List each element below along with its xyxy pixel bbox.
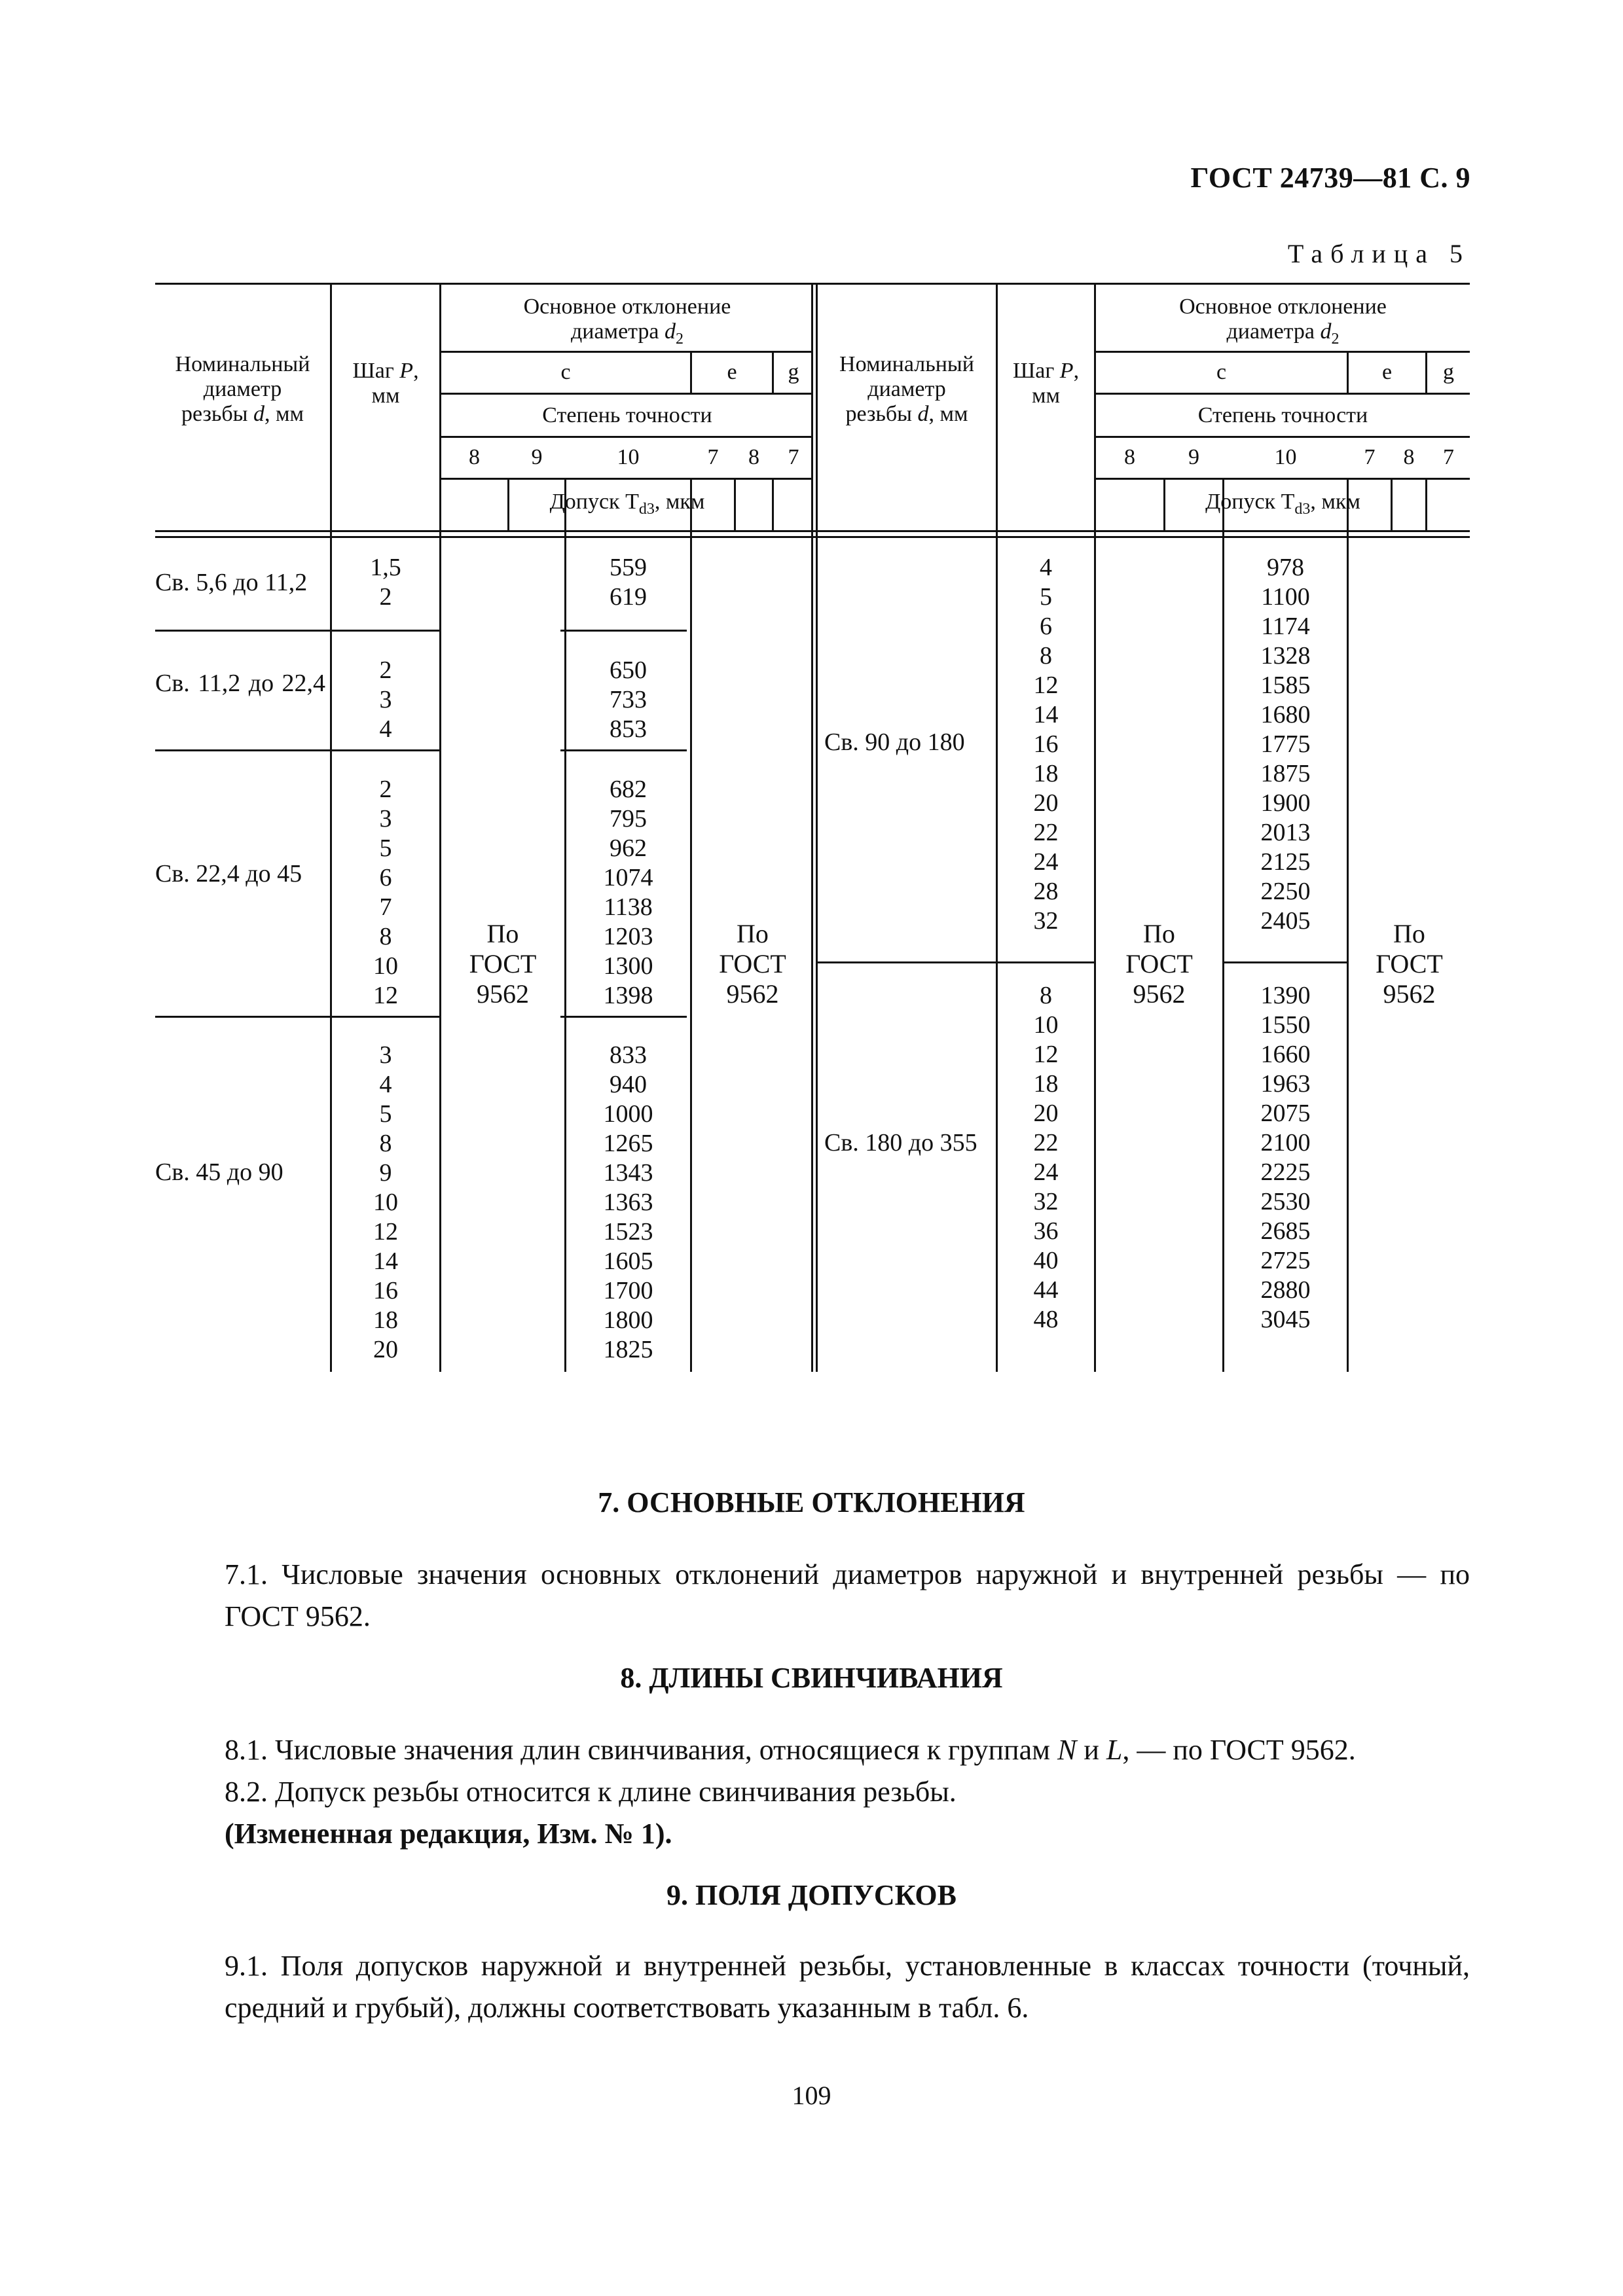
pitch-cell: 36 — [1033, 1217, 1059, 1245]
row-separator — [560, 630, 687, 632]
note-line: 9562 — [1383, 979, 1436, 1009]
tolerance-cell: 2100 — [1260, 1129, 1311, 1157]
pitch-cell: 10 — [373, 1189, 398, 1216]
grade-9: 9 — [531, 445, 543, 469]
grade-7: 7 — [707, 445, 719, 469]
tolerance-cell: 1390 — [1260, 982, 1311, 1009]
tolerance-cell: 619 — [610, 583, 647, 611]
tolerance-cell: 2685 — [1260, 1217, 1311, 1245]
tolerance-cell: 1265 — [603, 1130, 653, 1157]
text-run: и — [1076, 1734, 1106, 1766]
row-separator — [560, 749, 687, 751]
grade-8: 8 — [1124, 445, 1135, 469]
pitch-cell: 18 — [1033, 1070, 1059, 1098]
grade-7: 7 — [1364, 445, 1376, 469]
po-gost-note — [1096, 919, 1222, 1009]
tolerance-column — [566, 656, 690, 744]
pitch-cell: 3 — [379, 1041, 392, 1069]
tolerance-cell: 2075 — [1260, 1100, 1311, 1127]
tolerance-cell: 2530 — [1260, 1188, 1311, 1215]
note-line: ГОСТ — [719, 949, 786, 978]
section-8-paragraphs — [155, 1729, 1470, 1855]
tolerance-cell: 1900 — [1260, 789, 1311, 817]
tolerance-cell: 978 — [1267, 554, 1304, 581]
grade-label: Степень точности — [1197, 403, 1368, 427]
paragraph-text: 7.1. Числовые значения основных отклонений диаметров наружной и внутренней резьбы — по ГОСТ 9562. — [225, 1558, 1470, 1632]
pitch-cell: 8 — [1040, 982, 1052, 1009]
header-line: мм — [371, 384, 400, 408]
header-line: Шаг P, — [352, 359, 419, 383]
tolerance-column — [1224, 981, 1347, 1335]
tolerance-cell: 1138 — [604, 893, 653, 921]
row-separator — [155, 749, 441, 751]
tolerance-cell: 1328 — [1260, 642, 1311, 670]
table-header-line — [441, 436, 813, 438]
grade-9: 9 — [1188, 445, 1199, 469]
tolerance-cell: 1875 — [1260, 760, 1311, 787]
pitch-cell: 16 — [373, 1277, 398, 1304]
range-label: Св. 22,4 до 45 — [155, 860, 302, 888]
pitch-cell: 28 — [1033, 878, 1059, 905]
pitch-cell: 22 — [1033, 819, 1059, 846]
deviation-header — [441, 295, 813, 351]
pitch-cell: 24 — [1033, 1158, 1059, 1186]
center-double-line — [816, 283, 818, 1372]
paragraph-text — [155, 1729, 1470, 1771]
note-line: ГОСТ — [1125, 949, 1193, 978]
letter-e: e — [1381, 360, 1393, 384]
grade-8: 8 — [1403, 445, 1415, 469]
tolerance-cell: 962 — [610, 834, 647, 862]
note-line: 9562 — [1133, 979, 1186, 1009]
pitch-cell: 10 — [373, 952, 398, 980]
po-gost-note — [692, 919, 813, 1009]
pitch-cell: 4 — [379, 715, 392, 743]
pitch-column — [332, 1041, 439, 1365]
pitch-cell: 12 — [373, 1218, 398, 1246]
table-5 — [155, 283, 1470, 1372]
grade-10: 10 — [617, 445, 640, 469]
tolerance-cell: 1300 — [603, 952, 653, 980]
letter-c: c — [1216, 360, 1227, 384]
deviation-header — [1096, 295, 1470, 351]
page-number: 109 — [792, 2081, 831, 2110]
tolerance-cell: 853 — [610, 715, 647, 743]
tolerance-cell: 1000 — [603, 1100, 653, 1128]
grade-8: 8 — [469, 445, 480, 469]
tolerance-column — [566, 553, 690, 612]
tolerance-cell: 2725 — [1260, 1247, 1311, 1274]
tolerance-cell: 833 — [610, 1041, 647, 1069]
pitch-cell: 10 — [1033, 1011, 1059, 1039]
table-header-line — [441, 393, 813, 395]
paragraph-text: 8.2. Допуск резьбы относится к длине свинчивания резьбы. — [225, 1776, 957, 1808]
tolerance-cell: 1775 — [1260, 730, 1311, 758]
section-9-paragraph — [155, 1945, 1470, 2029]
table-caption: Таблица 5 — [1287, 239, 1470, 268]
pitch-cell: 12 — [1033, 672, 1059, 699]
pitch-cell: 9 — [379, 1159, 392, 1187]
tolerance-cell: 1550 — [1260, 1011, 1311, 1039]
grade-label: Степень точности — [542, 403, 712, 427]
pitch-cell: 14 — [1033, 701, 1059, 728]
po-gost-note — [441, 919, 564, 1009]
note-line: 9562 — [726, 979, 779, 1009]
tolerance-cell: 940 — [610, 1071, 647, 1098]
pitch-cell: 40 — [1033, 1247, 1059, 1274]
tolerance-cell: 2225 — [1260, 1158, 1311, 1186]
row-separator — [816, 961, 1096, 963]
pitch-cell: 44 — [1033, 1276, 1059, 1304]
tolerance-cell: 1100 — [1261, 583, 1310, 611]
tolerance-cell: 650 — [610, 656, 647, 684]
range-label: Св. 90 до 180 — [824, 728, 965, 756]
grade-7: 7 — [788, 445, 799, 469]
pitch-cell: 12 — [373, 982, 398, 1009]
pitch-cell: 20 — [373, 1336, 398, 1363]
header-line: диаметра $d_2$ — [570, 319, 684, 348]
table-header-line — [1096, 436, 1470, 438]
pitch-cell: 32 — [1033, 907, 1059, 935]
note-line: ГОСТ — [1376, 949, 1443, 978]
note-line: По — [486, 919, 519, 948]
note-line: По — [1143, 919, 1175, 948]
tolerance-cell: 1174 — [1261, 613, 1310, 640]
pitch-cell: 16 — [1033, 730, 1059, 758]
tolerance-cell: 1825 — [603, 1336, 653, 1363]
pitch-column — [332, 656, 439, 744]
table-header-line — [1096, 393, 1470, 395]
header-line: Основное отклонение — [523, 295, 731, 319]
group-l: L — [1106, 1734, 1123, 1766]
paragraph-text: 9.1. Поля допусков наружной и внутренней резьбы, установленные в классах точности (точный, средний и грубый), должны соответствовать указанным в табл. 6. — [225, 1950, 1470, 2024]
header-line: диаметр — [203, 377, 282, 401]
tolerance-cell: 3045 — [1260, 1306, 1311, 1333]
pitch-cell: 22 — [1033, 1129, 1059, 1157]
pitch-cell: 20 — [1033, 789, 1059, 817]
pitch-column — [332, 553, 439, 612]
pitch-cell: 2 — [379, 656, 392, 684]
range-label: Св. 45 до 90 — [155, 1158, 283, 1186]
tolerance-column — [566, 775, 690, 1011]
tolerance-cell: 1605 — [603, 1247, 653, 1275]
tolerance-cell: 1700 — [603, 1277, 653, 1304]
pitch-cell: 20 — [1033, 1100, 1059, 1127]
pitch-cell: 6 — [1040, 613, 1052, 640]
nominal-diameter-header — [818, 352, 996, 427]
pitch-header — [998, 359, 1094, 408]
grade-7: 7 — [1443, 445, 1454, 469]
group-n: N — [1057, 1734, 1077, 1766]
row-separator — [155, 1016, 441, 1018]
header-line: диаметра $d_2$ — [1226, 319, 1340, 348]
tolerance-label: Допуск $T_{d3}$, мкм — [1205, 490, 1360, 518]
pitch-cell: 4 — [1040, 554, 1052, 581]
tolerance-column — [566, 1041, 690, 1365]
pitch-cell: 32 — [1033, 1188, 1059, 1215]
row-separator — [1222, 961, 1349, 963]
pitch-cell: 8 — [1040, 642, 1052, 670]
text-run: , — по ГОСТ 9562. — [1122, 1734, 1356, 1766]
pitch-column — [332, 775, 439, 1011]
tolerance-cell: 1800 — [603, 1306, 653, 1334]
note-line: ГОСТ — [469, 949, 537, 978]
po-gost-note — [1349, 919, 1470, 1009]
tolerance-cell: 795 — [610, 805, 647, 833]
pitch-cell: 6 — [379, 864, 392, 891]
table-header-line — [441, 478, 813, 480]
pitch-cell: 2 — [379, 776, 392, 803]
pitch-cell: 8 — [379, 1130, 392, 1157]
pitch-cell: 48 — [1033, 1306, 1059, 1333]
range-label-text: Св. 11,2 до 22,4 — [155, 670, 325, 697]
pitch-cell: 4 — [379, 1071, 392, 1098]
tolerance-column — [1224, 553, 1347, 936]
tolerance-cell: 1343 — [603, 1159, 653, 1187]
pitch-cell: 7 — [379, 893, 392, 921]
nominal-diameter-header — [155, 352, 330, 427]
letter-g: g — [1443, 360, 1454, 384]
section-7-paragraph — [155, 1554, 1470, 1638]
header-line: резьбы d, мм — [845, 402, 968, 426]
tolerance-cell: 1398 — [603, 982, 653, 1009]
letter-g: g — [788, 360, 799, 384]
tolerance-cell: 1963 — [1260, 1070, 1311, 1098]
letter-c: c — [560, 360, 571, 384]
header-line: мм — [1031, 384, 1061, 408]
header-line: резьбы d, мм — [181, 402, 304, 426]
row-separator — [560, 1016, 687, 1018]
pitch-column — [998, 981, 1094, 1335]
tolerance-cell: 1680 — [1260, 701, 1311, 728]
tolerance-cell: 2125 — [1260, 848, 1311, 876]
tolerance-cell: 1585 — [1260, 672, 1311, 699]
letter-e: e — [727, 360, 737, 384]
tolerance-cell: 1074 — [603, 864, 653, 891]
pitch-cell: 2 — [379, 583, 392, 611]
range-label — [155, 669, 325, 698]
pitch-column — [998, 553, 1094, 936]
pitch-cell: 5 — [379, 834, 392, 862]
document-header: ГОСТ 24739—81 С. 9 — [1190, 162, 1470, 194]
text-run: 8.1. Числовые значения длин свинчивания, относящиеся к группам — [225, 1734, 1057, 1766]
pitch-header — [332, 359, 439, 408]
tolerance-cell: 2013 — [1260, 819, 1311, 846]
tolerance-label: Допуск $T_{d3}$, мкм — [549, 490, 705, 518]
tolerance-cell: 1363 — [603, 1189, 653, 1216]
section-8-title: 8. ДЛИНЫ СВИНЧИВАНИЯ — [620, 1662, 1003, 1694]
tolerance-cell: 2405 — [1260, 907, 1311, 935]
tolerance-cell: 559 — [610, 554, 647, 581]
pitch-cell: 24 — [1033, 848, 1059, 876]
pitch-cell: 5 — [1040, 583, 1052, 611]
note-line: По — [1393, 919, 1425, 948]
note-line: По — [737, 919, 769, 948]
pitch-cell: 18 — [1033, 760, 1059, 787]
tolerance-cell: 1523 — [603, 1218, 653, 1246]
header-line: диаметр — [867, 377, 946, 401]
range-label: Св. 180 до 355 — [824, 1129, 977, 1157]
row-separator — [155, 630, 441, 632]
tolerance-cell: 733 — [610, 686, 647, 713]
range-label: Св. 5,6 до 11,2 — [155, 569, 308, 596]
pitch-cell: 18 — [373, 1306, 398, 1334]
pitch-cell: 3 — [379, 805, 392, 833]
tolerance-cell: 2250 — [1260, 878, 1311, 905]
pitch-cell: 8 — [379, 923, 392, 950]
pitch-cell: 12 — [1033, 1041, 1059, 1068]
note-line: 9562 — [477, 979, 529, 1009]
section-7-title: 7. ОСНОВНЫЕ ОТКЛОНЕНИЯ — [598, 1486, 1025, 1518]
pitch-cell: 1,5 — [370, 554, 401, 581]
section-9-title: 9. ПОЛЯ ДОПУСКОВ — [666, 1879, 957, 1911]
header-line: Номинальный — [175, 352, 310, 376]
pitch-cell: 14 — [373, 1247, 398, 1275]
grade-8: 8 — [748, 445, 759, 469]
header-line: Номинальный — [839, 352, 974, 376]
tolerance-cell: 682 — [610, 776, 647, 803]
tolerance-cell: 2880 — [1260, 1276, 1311, 1304]
pitch-cell: 5 — [379, 1100, 392, 1128]
tolerance-cell: 1660 — [1260, 1041, 1311, 1068]
table-header-line — [1096, 478, 1470, 480]
amendment-note: (Измененная редакция, Изм. № 1). — [225, 1818, 672, 1850]
grade-10: 10 — [1274, 445, 1297, 469]
pitch-cell: 3 — [379, 686, 392, 713]
header-line: Шаг P, — [1012, 359, 1080, 383]
header-line: Основное отклонение — [1179, 295, 1387, 319]
tolerance-cell: 1203 — [603, 923, 653, 950]
